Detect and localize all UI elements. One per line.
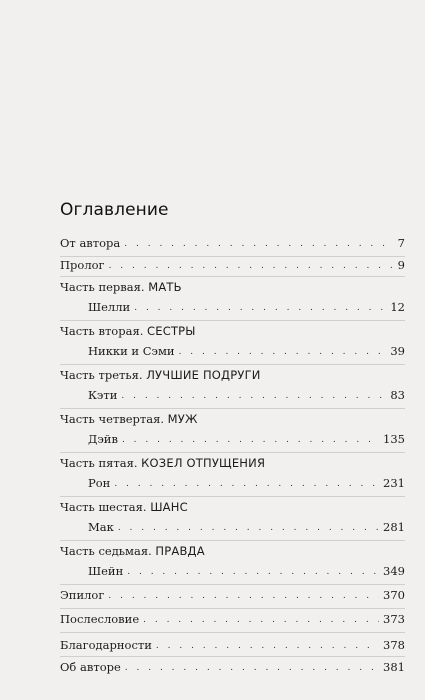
- toc-entry: [60, 636, 405, 652]
- toc-sub-label: Мак: [88, 520, 114, 534]
- toc-sub-page: 135: [383, 432, 405, 446]
- divider: [60, 320, 405, 321]
- toc-entry: [60, 658, 405, 674]
- toc-sub-label: Никки и Сэми: [88, 344, 175, 358]
- toc-part: [60, 368, 405, 404]
- leader-dots: [114, 479, 379, 490]
- toc-sub-label: Дэйв: [88, 432, 118, 446]
- toc-entry: [60, 610, 405, 626]
- leader-dots: [125, 663, 379, 674]
- leader-dots: [118, 523, 379, 534]
- toc-entry-label: Пролог: [60, 258, 105, 272]
- toc-sub-label: Шелли: [88, 300, 131, 314]
- toc-part-name: МУЖ: [167, 412, 198, 426]
- toc-entry-page: 381: [383, 660, 405, 674]
- toc-sub-page: 231: [383, 476, 405, 490]
- toc-part-sub: [60, 562, 405, 578]
- leader-dots: [134, 303, 386, 314]
- divider: [60, 408, 405, 409]
- toc-entry: [60, 256, 405, 272]
- toc-part-prefix: Часть шестая.: [60, 500, 147, 514]
- toc-entry-page: 7: [397, 236, 405, 250]
- divider: [60, 632, 405, 633]
- toc-entry-label: Послесловие: [60, 612, 140, 626]
- divider: [60, 656, 405, 657]
- toc-part-prefix: Часть вторая.: [60, 324, 144, 338]
- toc-part-sub: [60, 342, 405, 358]
- toc-sub-page: 349: [383, 564, 405, 578]
- toc-sub-page: 39: [390, 344, 405, 358]
- leader-dots: [122, 435, 379, 446]
- toc-part: [60, 324, 405, 360]
- divider: [60, 496, 405, 497]
- toc-part-prefix: Часть первая.: [60, 280, 145, 294]
- leader-dots: [143, 615, 379, 626]
- toc-sub-label: Шейн: [88, 564, 124, 578]
- toc-entry-page: 370: [383, 588, 405, 602]
- leader-dots: [127, 567, 379, 578]
- toc-part-title: [60, 368, 261, 382]
- leader-dots: [108, 591, 379, 602]
- toc-part-name: КОЗЕЛ ОТПУЩЕНИЯ: [141, 456, 266, 470]
- toc-part-name: СЕСТРЫ: [147, 324, 196, 338]
- toc-entry: [60, 234, 405, 250]
- toc-part-title: [60, 412, 198, 426]
- toc-entry: [60, 586, 405, 602]
- toc-sub-label: Рон: [88, 476, 111, 490]
- toc-part-name: ШАНС: [150, 500, 188, 514]
- toc-part-sub: [60, 386, 405, 402]
- toc-sub-label: Кэти: [88, 388, 118, 402]
- divider: [60, 540, 405, 541]
- toc-part: [60, 544, 405, 580]
- toc-entry-label: От автора: [60, 236, 121, 250]
- toc-part-sub: [60, 430, 405, 446]
- toc-part-title: [60, 544, 205, 558]
- toc-sub-page: 12: [390, 300, 405, 314]
- toc-sub-page: 83: [390, 388, 405, 402]
- leader-dots: [156, 641, 379, 652]
- show-through-text: [60, 40, 405, 59]
- toc-part-prefix: Часть четвертая.: [60, 412, 165, 426]
- leader-dots: [124, 239, 393, 250]
- toc-part-prefix: Часть пятая.: [60, 456, 138, 470]
- toc-part-sub: [60, 298, 405, 314]
- divider: [60, 276, 405, 277]
- toc-part-title: [60, 500, 188, 514]
- toc-part: [60, 456, 405, 492]
- toc-part-title: [60, 324, 196, 338]
- toc-entry-label: Благодарности: [60, 638, 152, 652]
- toc-part: [60, 412, 405, 448]
- divider: [60, 584, 405, 585]
- toc-part: [60, 500, 405, 536]
- divider: [60, 364, 405, 365]
- toc-entry-page: 373: [383, 612, 405, 626]
- toc-part-prefix: Часть третья.: [60, 368, 143, 382]
- toc-part-sub: [60, 474, 405, 490]
- toc-part-sub: [60, 518, 405, 534]
- divider: [60, 608, 405, 609]
- toc-part-title: [60, 456, 265, 470]
- leader-dots: [109, 261, 394, 272]
- toc-part-name: МАТЬ: [148, 280, 182, 294]
- leader-dots: [121, 391, 386, 402]
- toc-part-name: ЛУЧШИЕ ПОДРУГИ: [146, 368, 261, 382]
- toc-part-name: ПРАВДА: [155, 544, 205, 558]
- toc-entry-page: 9: [397, 258, 405, 272]
- leader-dots: [179, 347, 387, 358]
- divider: [60, 452, 405, 453]
- toc-sub-page: 281: [383, 520, 405, 534]
- toc-part-prefix: Часть седьмая.: [60, 544, 152, 558]
- toc-entry-page: 378: [383, 638, 405, 652]
- toc-entry-label: Об авторе: [60, 660, 121, 674]
- toc-title: Оглавление: [60, 200, 169, 220]
- toc-entry-label: Эпилог: [60, 588, 105, 602]
- toc-part: [60, 280, 405, 316]
- toc-part-title: [60, 280, 182, 294]
